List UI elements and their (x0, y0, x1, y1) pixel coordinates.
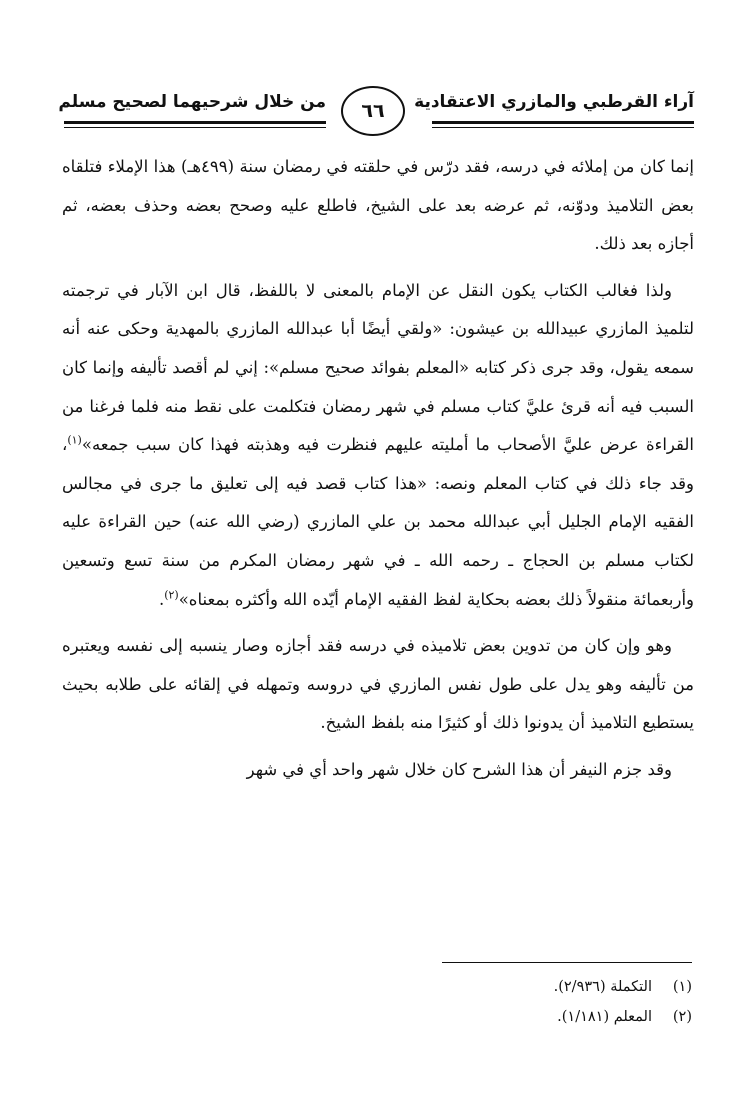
footnote-2 (60, 1002, 692, 1032)
footnote-1-text: التكملة (٢/٩٣٦). (553, 979, 652, 995)
page-number: ٦٦ (341, 86, 405, 136)
running-header (58, 84, 694, 140)
footnote-separator (442, 962, 692, 963)
paragraph-3: وهو وإن كان من تدوين بعض تلاميذه في درسه فقد أجازه وصار ينسبه إلى نفسه ويعتبره من تأليفه وهو يدل على طول نفس المازري في دروسه وتمهله في إلقائه على طلابه بحيث يستطيع التلاميذ أن يدونوا ذلك أو كثيرًا منه بلفظ الشيخ. (62, 636, 694, 733)
paragraph-2-part-b: ، وقد جاء ذلك في كتاب المعلم ونصه: «هذا كتاب قصد فيه إلى تعليق ما جرى في مجالس الفقيه الإمام الجليل أبي عبدالله محمد بن علي المازري (رضي الله عنه) حين القراءة عليه لكتاب مسلم بن الحجاج ـ رحمه الله ـ في شهر رمضان المكرم من سنة تسع وتسعين وأربعمائة منقولاً ذلك بعضه بحكاية لفظ الفقيه الإمام أيّده الله وأكثره بمعناه» (62, 435, 694, 609)
footnote-ref-2[interactable]: (٢) (164, 588, 179, 602)
header-book-title: آراء القرطبي والمازري الاعتقادية (414, 92, 694, 112)
main-text (62, 148, 694, 790)
paragraph-4: وقد جزم النيفر أن هذا الشرح كان خلال شهر واحد أي في شهر (246, 759, 672, 779)
footnote-1-number: (١) (672, 979, 692, 995)
footnote-1 (60, 972, 692, 1002)
footnote-ref-1[interactable]: (١) (67, 433, 82, 447)
paragraph-2-part-a: ولذا فغالب الكتاب يكون النقل عن الإمام بالمعنى لا باللفظ، قال ابن الآبار في ترجمته لتلميذ المازري عبيدالله بن عيشون: «ولقي أيضًا أبا عبدالله المازري بالمهدية وحكى عنه أنه سمعه يقول، وقد جرى ذكر كتابه «المعلم بفوائد صحيح مسلم»: إني لم أقصد تأليفه وإنما كان السبب فيه أنه قرئ عليَّ كتاب مسلم في شهر رمضان فتكلمت على نقط منه فلما فرغنا من القراءة عرض عليَّ الأصحاب ما أمليته عليهم فنظرت فيه وهذبته فهذا كان سبب جمعه» (62, 280, 694, 455)
header-book-subtitle: من خلال شرحيهما لصحيح مسلم (58, 92, 326, 112)
header-rule-left-thin (64, 127, 326, 128)
header-rule-left-thick (64, 121, 326, 124)
footnote-2-number: (٢) (672, 1009, 692, 1025)
header-rule-right-thick (432, 121, 694, 124)
footnote-2-text: المعلم (١/١٨١). (557, 1009, 652, 1025)
paragraph-2 (62, 272, 694, 619)
paragraph-1: إنما كان من إملائه في درسه، فقد درّس في حلقته في رمضان سنة (٤٩٩هـ) هذا الإملاء فتلقاه بعض التلاميذ ودوّنه، ثم عرضه بعد على الشيخ، فاطلع عليه وصحح بعضه وحذف بعضه، ثم أجازه بعد ذلك. (62, 157, 695, 254)
header-rule-right-thin (432, 127, 694, 128)
paragraph-2-part-c: . (158, 589, 165, 609)
footnotes (60, 972, 692, 1032)
